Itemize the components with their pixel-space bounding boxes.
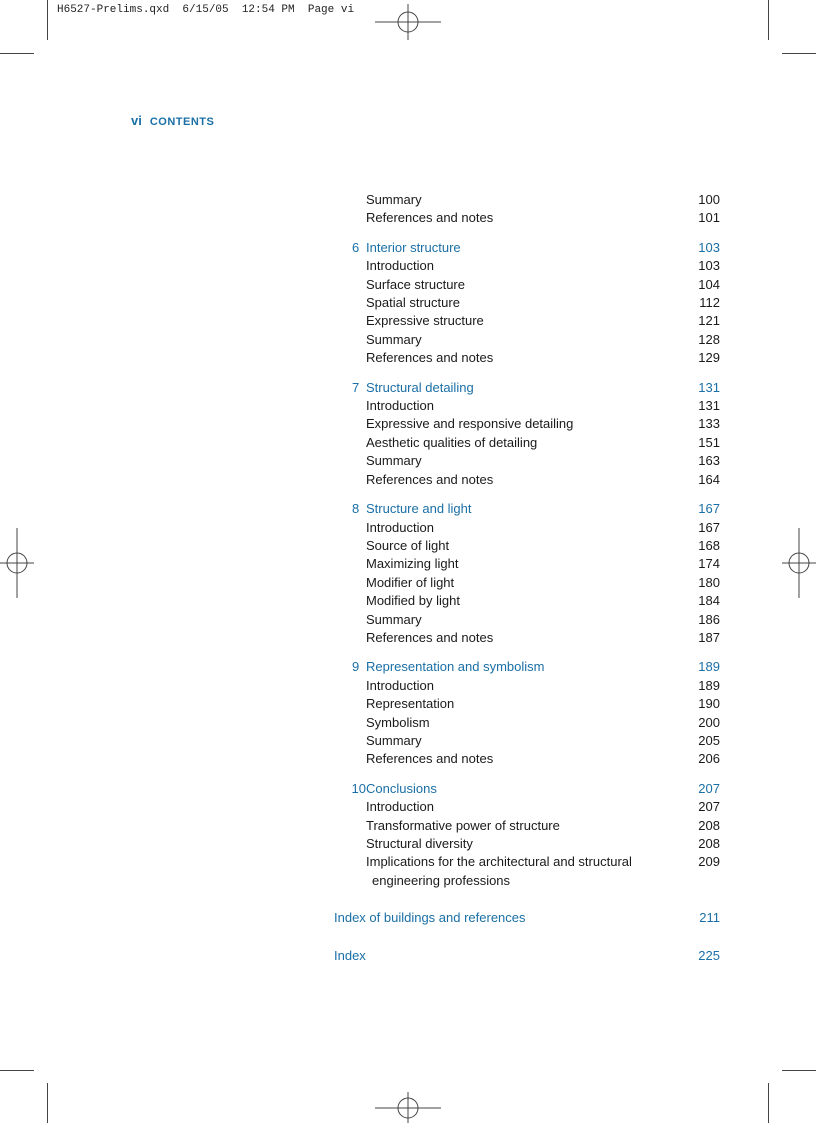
toc-entry[interactable]	[334, 817, 720, 835]
crop-mark	[768, 0, 769, 40]
toc-entry-page: 186	[698, 611, 720, 627]
toc-entry-title: References and notes	[366, 350, 494, 366]
toc-entry[interactable]	[334, 471, 720, 489]
table-of-contents	[334, 191, 720, 965]
toc-entry[interactable]	[334, 276, 720, 294]
toc-entry-title: Summary	[366, 453, 422, 469]
toc-entry-title: Expressive and responsive detailing	[366, 416, 574, 432]
chapter-page: 189	[698, 659, 720, 675]
crop-mark	[0, 1070, 34, 1071]
toc-entry-page: 128	[698, 331, 720, 347]
toc-entry-title: Introduction	[366, 519, 434, 535]
back-matter-title: Index of buildings and references	[334, 910, 526, 926]
toc-entry[interactable]	[334, 835, 720, 853]
toc-chapter-8	[334, 500, 720, 647]
crop-mark	[47, 1083, 48, 1123]
toc-entry[interactable]	[334, 452, 720, 470]
toc-entry-page: 167	[698, 519, 720, 535]
toc-entry-page: 121	[698, 313, 720, 329]
toc-entry[interactable]	[334, 191, 720, 209]
toc-entry-title: Summary	[366, 331, 422, 347]
toc-entry-title: Maximizing light	[366, 556, 459, 572]
toc-entry-page: 163	[698, 453, 720, 469]
chapter-number-wrap	[334, 658, 366, 676]
toc-entry[interactable]	[334, 312, 720, 330]
chapter-number-wrap	[334, 780, 366, 798]
toc-entry[interactable]	[334, 349, 720, 367]
toc-entry-title: Implications for the architectural and structural	[366, 854, 632, 870]
crop-mark	[782, 1070, 816, 1071]
toc-entry-title: Summary	[366, 611, 422, 627]
toc-entry-title: Symbolism	[366, 714, 430, 730]
toc-entry-title: Spatial structure	[366, 295, 460, 311]
toc-entry[interactable]	[334, 415, 720, 433]
toc-entry-title: Introduction	[366, 258, 434, 274]
registration-mark-top	[375, 4, 441, 40]
page-folio: vi	[131, 113, 142, 128]
toc-entry[interactable]	[334, 611, 720, 629]
chapter-number: 9	[352, 659, 360, 675]
chapter-title: Structure and light	[366, 501, 472, 517]
chapter-heading[interactable]	[334, 780, 720, 798]
chapter-number-wrap	[334, 239, 366, 257]
running-head-label: CONTENTS	[149, 116, 215, 128]
toc-entry-page: 100	[698, 192, 720, 207]
chapter-title: Structural detailing	[366, 379, 474, 395]
toc-entry-page: 164	[698, 471, 720, 487]
chapter-title: Representation and symbolism	[366, 659, 545, 675]
toc-entry-title-continued: engineering professions	[372, 872, 511, 888]
toc-entry-title: Introduction	[366, 799, 434, 815]
back-matter-page: 211	[699, 910, 720, 926]
toc-entry[interactable]	[334, 555, 720, 573]
toc-entry[interactable]	[334, 695, 720, 713]
toc-entry[interactable]	[334, 257, 720, 275]
toc-chapter-7	[334, 379, 720, 489]
toc-entry-title: Introduction	[366, 677, 434, 693]
chapter-heading[interactable]	[334, 500, 720, 518]
toc-chapter-6	[334, 239, 720, 368]
toc-entry-page: 112	[699, 295, 720, 311]
chapter-number: 6	[352, 239, 360, 255]
toc-entry-title: Modifier of light	[366, 574, 455, 590]
toc-entry-page: 184	[698, 593, 720, 609]
toc-entry-page: 208	[698, 817, 720, 833]
registration-mark-bottom	[375, 1092, 441, 1123]
toc-entry[interactable]	[334, 537, 720, 555]
toc-entry-title: References and notes	[366, 471, 494, 487]
chapter-title: Interior structure	[366, 239, 461, 255]
toc-chapter-10	[334, 780, 720, 890]
toc-entry[interactable]	[334, 677, 720, 695]
toc-entry-page: 129	[698, 350, 720, 366]
crop-mark	[47, 0, 48, 40]
toc-entry[interactable]	[334, 294, 720, 312]
toc-entry-title: References and notes	[366, 751, 494, 767]
toc-entry[interactable]	[334, 519, 720, 537]
toc-index-of-buildings[interactable]	[334, 909, 720, 927]
toc-chapter-9	[334, 658, 720, 768]
toc-entry-title: Structural diversity	[366, 836, 473, 851]
toc-entry[interactable]	[334, 798, 720, 816]
toc-entry-page: 208	[698, 836, 720, 851]
toc-entry-page: 189	[698, 677, 720, 693]
toc-entry-page: 151	[698, 434, 720, 450]
crop-mark	[768, 1083, 769, 1123]
toc-entry[interactable]	[334, 853, 720, 890]
toc-entry[interactable]	[334, 434, 720, 452]
chapter-number: 10	[351, 780, 366, 796]
toc-entry-title: References and notes	[366, 210, 494, 226]
chapter-page: 207	[698, 780, 720, 796]
toc-entry-title: Aesthetic qualities of detailing	[366, 434, 538, 450]
toc-entry-page: 207	[698, 799, 720, 815]
toc-entry-title: Transformative power of structure	[366, 817, 560, 833]
toc-entry-page: 131	[698, 398, 720, 414]
toc-entry-title: Introduction	[366, 398, 434, 414]
chapter-number: 8	[352, 501, 360, 517]
toc-entry-page: 174	[698, 556, 720, 572]
toc-entry-page: 206	[698, 751, 720, 767]
toc-entry[interactable]	[334, 209, 720, 227]
toc-entry[interactable]	[334, 750, 720, 768]
toc-entry[interactable]	[334, 331, 720, 349]
toc-entry-page: 205	[698, 732, 720, 748]
toc-entry-page: 200	[698, 714, 720, 730]
toc-entry-page: 133	[698, 416, 720, 432]
toc-entry-page: 187	[698, 629, 720, 645]
registration-mark-left	[0, 528, 34, 598]
toc-entry[interactable]	[334, 574, 720, 592]
crop-mark	[782, 53, 816, 54]
chapter-number-wrap	[334, 500, 366, 518]
printer-slug: H6527-Prelims.qxd 6/15/05 12:54 PM Page vi	[57, 4, 355, 16]
toc-entry-title: Summary	[366, 732, 422, 748]
toc-entry-page: 103	[698, 258, 720, 274]
toc-entry-page: 209	[698, 854, 720, 870]
chapter-number: 7	[352, 379, 360, 395]
chapter-page: 131	[698, 379, 720, 395]
toc-entry-title: Summary	[366, 192, 422, 207]
toc-leading-sections	[334, 191, 720, 228]
toc-entry[interactable]	[334, 629, 720, 647]
toc-entry-page: 180	[698, 574, 720, 590]
toc-entry-page: 101	[698, 210, 720, 226]
toc-entry-title-wrap	[334, 853, 698, 890]
crop-mark	[0, 53, 34, 54]
toc-entry-title: Surface structure	[366, 276, 465, 292]
toc-index[interactable]	[334, 947, 720, 965]
toc-entry[interactable]	[334, 592, 720, 610]
toc-entry-title: Representation	[366, 696, 455, 712]
toc-entry-title: Expressive structure	[366, 313, 484, 329]
toc-entry[interactable]	[334, 732, 720, 750]
back-matter-page: 225	[698, 947, 720, 963]
toc-entry-title: References and notes	[366, 629, 494, 645]
chapter-heading[interactable]	[334, 239, 720, 257]
toc-entry-page: 190	[698, 696, 720, 712]
toc-entry-title: Source of light	[366, 537, 450, 553]
toc-entry[interactable]	[334, 397, 720, 415]
chapter-page: 167	[698, 501, 720, 517]
toc-entry-title: Modified by light	[366, 593, 460, 609]
chapter-heading[interactable]	[334, 379, 720, 397]
chapter-page: 103	[698, 239, 720, 255]
running-head	[131, 113, 214, 128]
toc-entry[interactable]	[334, 714, 720, 732]
chapter-number-wrap	[334, 379, 366, 397]
toc-entry-page: 168	[698, 537, 720, 553]
toc-entry-page: 104	[698, 276, 720, 292]
registration-mark-right	[782, 528, 816, 598]
back-matter-title: Index	[334, 947, 366, 963]
chapter-title: Conclusions	[366, 780, 437, 796]
chapter-heading[interactable]	[334, 658, 720, 676]
